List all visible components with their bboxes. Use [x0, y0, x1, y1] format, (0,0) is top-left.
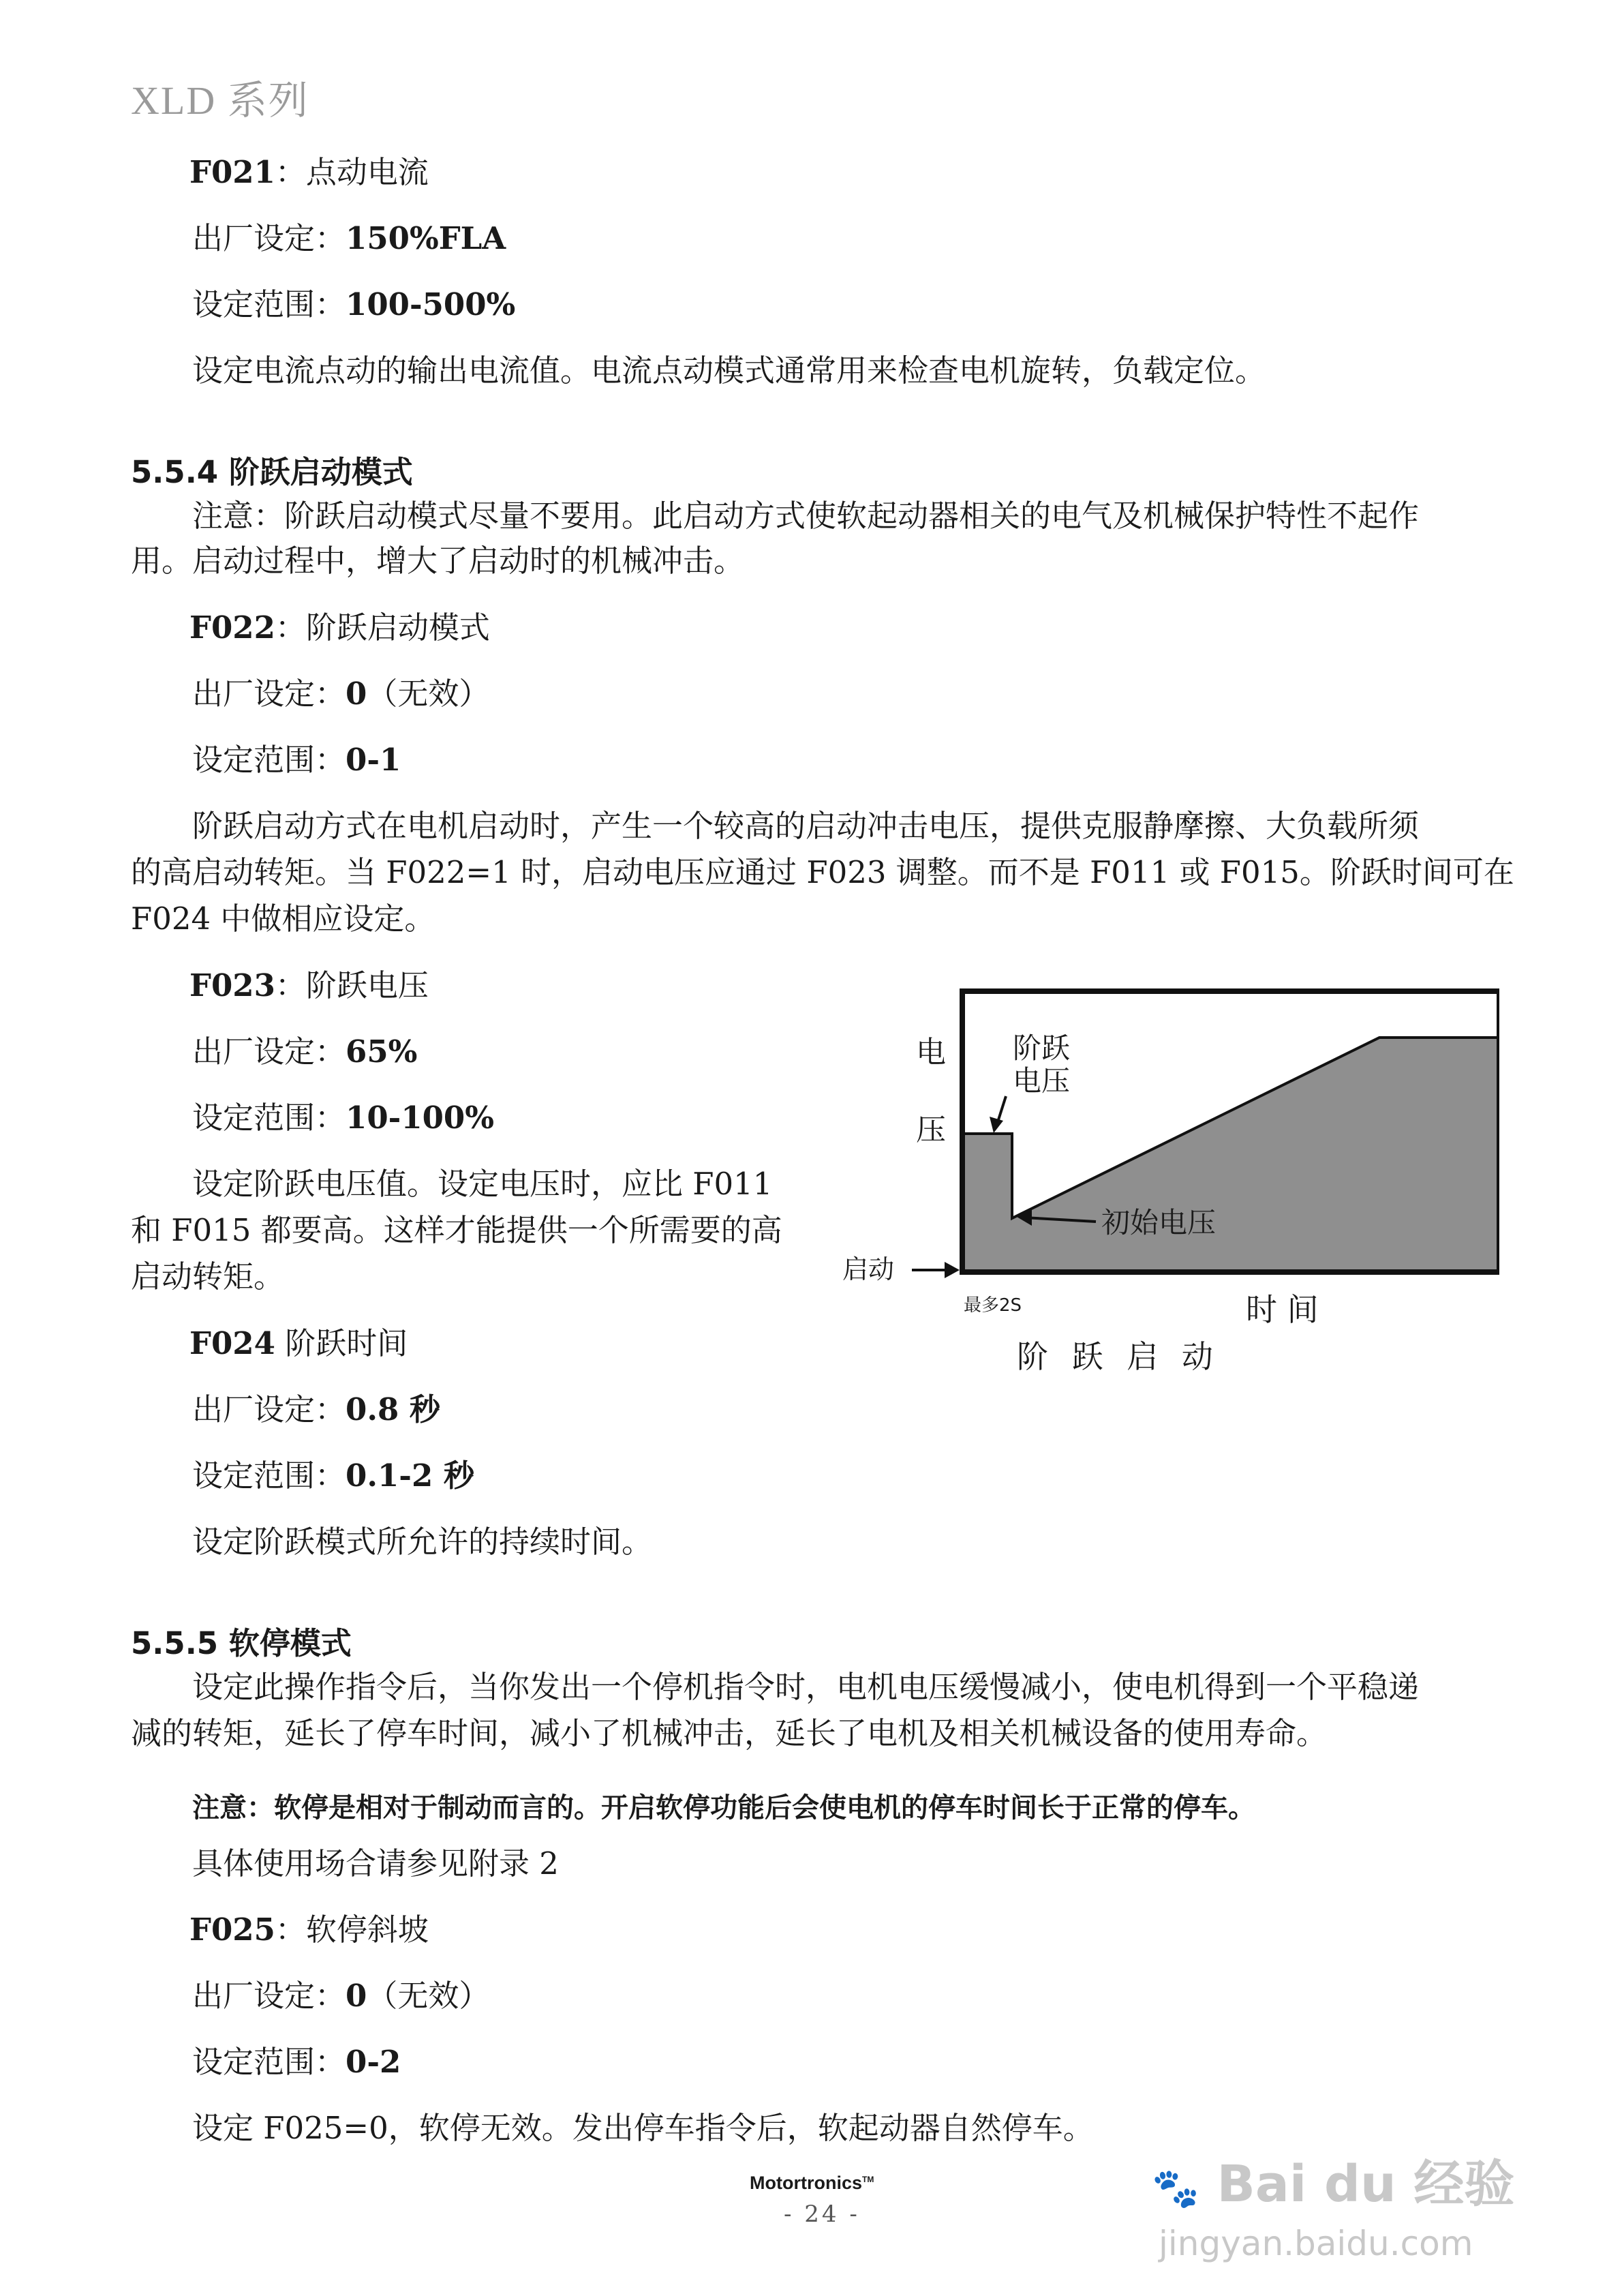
default-value: 0: [346, 676, 367, 712]
default-suffix: （无效）: [367, 1978, 490, 2014]
watermark-logo: [1152, 2144, 1514, 2216]
range-label: 设定范围：: [192, 1457, 346, 1494]
param-code: F023: [189, 967, 275, 1003]
param-f023-range: [192, 1100, 495, 1136]
param-code: F024: [189, 1325, 275, 1361]
param-f024-default: [192, 1391, 440, 1428]
param-f022-desc-line2: 的高启动转矩。当 F022=1 时，启动电压应通过 F023 调整。而不是 F011 或 F015。阶跃时间可在: [131, 854, 1514, 890]
range-label: 设定范围：: [192, 1100, 346, 1136]
param-f023-title: [189, 967, 429, 1003]
range-value: 10-100%: [346, 1100, 495, 1136]
step-start-diagram: [818, 982, 1499, 1398]
range-label: 设定范围：: [192, 286, 346, 322]
param-f024-desc: 设定阶跃模式所允许的持续时间。: [192, 1524, 653, 1560]
default-value: 0: [346, 1978, 367, 2014]
param-f022-default: [192, 676, 490, 712]
footer-brand: [750, 2173, 874, 2194]
range-value: 100-500%: [346, 286, 516, 322]
appendix-reference: 具体使用场合请参见附录 2: [192, 1845, 559, 1882]
section-5-5-4-note-line2: 用。启动过程中，增大了启动时的机械冲击。: [131, 543, 745, 579]
document-header: XLD 系列: [131, 78, 309, 123]
default-label: 出厂设定：: [192, 220, 346, 256]
range-value: 0.1-2 秒: [346, 1457, 474, 1494]
y-axis-label-1: 电: [916, 1035, 946, 1070]
param-f021-desc: 设定电流点动的输出电流值。电流点动模式通常用来检查电机旋转，负载定位。: [192, 352, 1266, 389]
param-name: ：软停斜坡: [275, 1912, 429, 1948]
diagram-caption: 阶 跃 启 动: [1017, 1338, 1220, 1375]
param-f022-desc-line1: 阶跃启动方式在电机启动时，产生一个较高的启动冲击电压，提供克服静摩擦、大负载所须: [192, 808, 1420, 844]
brand-name: Motortronics: [750, 2173, 862, 2193]
step-voltage-label-2: 电压: [1013, 1064, 1071, 1098]
range-value: 0-1: [346, 742, 401, 778]
section-5-5-4-title: 5.5.4 阶跃启动模式: [131, 454, 413, 490]
page-number: - 24 -: [784, 2201, 860, 2228]
watermark-url: jingyan.baidu.com: [1159, 2224, 1473, 2263]
param-code: F022: [189, 609, 275, 646]
section-5-5-5-title: 5.5.5 软停模式: [131, 1625, 352, 1661]
param-f024-title: [189, 1325, 408, 1361]
param-name: ：阶跃启动模式: [275, 609, 490, 646]
time-axis-label: 时 间: [1246, 1291, 1319, 1328]
param-name: ：点动电流: [275, 154, 429, 190]
range-label: 设定范围：: [192, 742, 346, 778]
default-value: 0.8 秒: [346, 1391, 440, 1428]
param-f023-desc-line1: 设定阶跃电压值。设定电压时，应比 F011: [192, 1166, 773, 1202]
param-f021-range: [192, 286, 516, 322]
range-value: 0-2: [346, 2044, 401, 2080]
param-name: 阶跃时间: [275, 1325, 408, 1361]
param-f025-title: [189, 1912, 429, 1948]
param-f025-desc: 设定 F025=0，软停无效。发出停车指令后，软起动器自然停车。: [192, 2110, 1094, 2146]
step-voltage-label-1: 阶跃: [1013, 1031, 1071, 1065]
param-f021-title: [189, 154, 429, 190]
param-f021-default: [192, 220, 506, 256]
param-f024-range: [192, 1457, 474, 1494]
param-f023-default: [192, 1033, 418, 1070]
param-code: F021: [189, 154, 275, 190]
default-suffix: （无效）: [367, 676, 490, 712]
default-label: 出厂设定：: [192, 1391, 346, 1428]
param-f022-desc-line3: F024 中做相应设定。: [131, 901, 435, 937]
param-f023-desc-line3: 启动转矩。: [131, 1258, 285, 1295]
default-value: 65%: [346, 1033, 418, 1070]
section-5-5-5-note: 注意：软停是相对于制动而言的。开启软停功能后会使电机的停车时间长于正常的停车。: [192, 1792, 1255, 1824]
default-label: 出厂设定：: [192, 676, 346, 712]
param-f023-desc-line2: 和 F015 都要高。这样才能提供一个所需要的高: [131, 1212, 782, 1248]
section-5-5-5-desc-line2: 减的转矩，延长了停车时间，减小了机械冲击，延长了电机及相关机械设备的使用寿命。: [131, 1715, 1328, 1751]
max-time-label: 最多2S: [964, 1295, 1022, 1316]
range-label: 设定范围：: [192, 2044, 346, 2080]
initial-voltage-label: 初始电压: [1101, 1206, 1216, 1239]
param-f025-range: [192, 2044, 401, 2080]
section-5-5-5-desc-line1: 设定此操作指令后，当你发出一个停机指令时，电机电压缓慢减小，使电机得到一个平稳递: [192, 1669, 1420, 1705]
param-name: ：阶跃电压: [275, 967, 429, 1003]
param-code: F025: [189, 1912, 275, 1948]
default-label: 出厂设定：: [192, 1033, 346, 1070]
start-arrowhead: [945, 1262, 960, 1278]
param-f022-range: [192, 742, 401, 778]
param-f025-default: [192, 1978, 490, 2014]
step-voltage-arrowhead: [990, 1117, 1003, 1133]
trademark-mark: TM: [862, 2175, 874, 2184]
paw-icon: 🐾: [1152, 2166, 1199, 2211]
watermark-logo-text: Bai du 经验: [1216, 2155, 1515, 2214]
default-value: 150%FLA: [346, 220, 506, 256]
start-label: 启动: [842, 1254, 895, 1284]
section-5-5-4-note-line1: 注意：阶跃启动模式尽量不要用。此启动方式使软起动器相关的电气及机械保护特性不起作: [192, 498, 1420, 534]
default-label: 出厂设定：: [192, 1978, 346, 2014]
y-axis-label-2: 压: [916, 1113, 946, 1147]
param-f022-title: [189, 609, 490, 646]
